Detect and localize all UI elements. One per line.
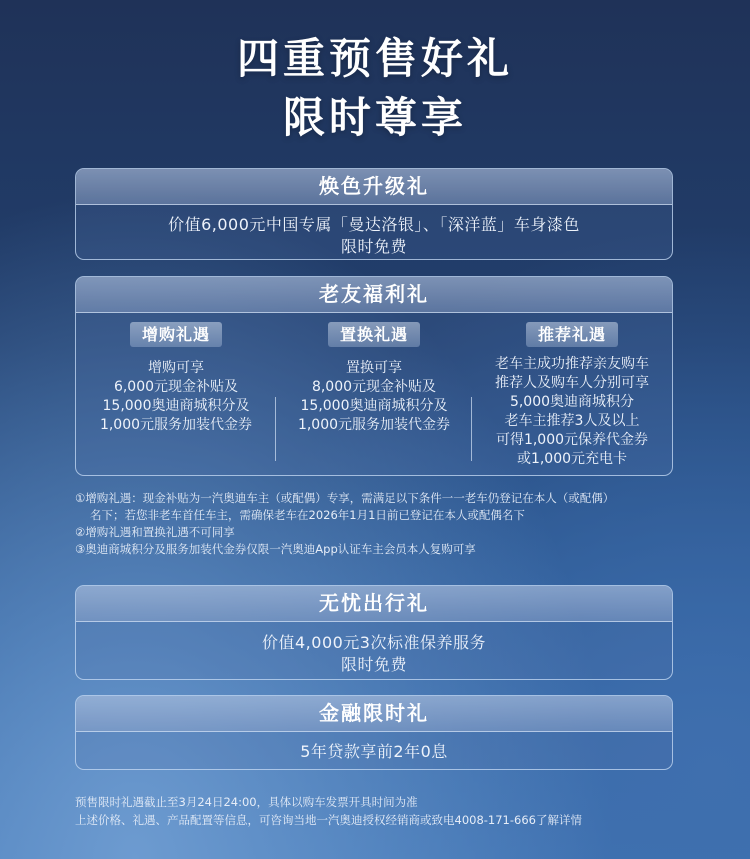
text-line: 置换可享 — [346, 360, 402, 376]
text-line: 1,000元服务加装代金券 — [297, 417, 451, 433]
text-line: 15,000奥迪商城积分及 — [102, 398, 250, 414]
loyalty-column-add-purchase — [76, 313, 276, 435]
footer-line: 预售限时礼遇截止至3月24日24:00，具体以购车发票开具时间为准 — [75, 795, 418, 809]
text-line: 可得1,000元保养代金券 — [495, 432, 649, 448]
text-line: 增购可享 — [148, 360, 204, 376]
gift-card-text: 价值4,000元3次标准保养服务 — [262, 633, 486, 652]
hero-title-line1: 四重预售好礼 — [236, 34, 513, 83]
gift-card-title: 金融限时礼 — [76, 696, 672, 732]
terms-notes — [75, 490, 675, 558]
gift-card-text: 限时免费 — [340, 655, 407, 674]
text-line: 或1,000元充电卡 — [516, 451, 628, 467]
footer-line: 上述价格、礼遇、产品配置等信息，可咨询当地一汽奥迪授权经销商或致电4008-171-666了解详情 — [75, 813, 582, 827]
hero-title-line2: 限时尊享 — [282, 93, 467, 142]
gift-card-body — [76, 732, 672, 763]
gift-card-body — [76, 622, 672, 676]
text-line: 老车主成功推荐亲友购车 — [495, 356, 649, 372]
gift-card-title: 无忧出行礼 — [76, 586, 672, 622]
gift-card-color-upgrade — [75, 168, 673, 260]
gift-card-text: 限时免费 — [340, 237, 407, 256]
footer-disclaimer — [75, 793, 695, 829]
text-line: 8,000元现金补贴及 — [311, 379, 437, 395]
loyalty-column-label: 置换礼遇 — [328, 322, 420, 347]
note-1: ①增购礼遇：现金补贴为一汽奥迪车主（或配偶）专享，需满足以下条件一一老车仍登记在本人（或配偶） — [75, 491, 615, 505]
gift-card-title: 老友福利礼 — [76, 277, 672, 313]
loyalty-column-text — [472, 355, 672, 469]
loyalty-column-label: 增购礼遇 — [130, 322, 222, 347]
gift-card-text: 价值6,000元中国专属「曼达洛银」、「深洋蓝」车身漆色 — [168, 215, 580, 234]
text-line: 推荐人及购车人分别可享 — [495, 375, 649, 391]
text-line: 5,000奥迪商城积分 — [509, 394, 635, 410]
gift-card-finance — [75, 695, 673, 770]
text-line: 1,000元服务加装代金券 — [99, 417, 253, 433]
text-line: 15,000奥迪商城积分及 — [300, 398, 448, 414]
note-2: ②增购礼遇和置换礼遇不可同享 — [75, 525, 235, 539]
gift-card-body — [76, 205, 672, 258]
loyalty-columns — [76, 313, 672, 476]
text-line: 老车主推荐3人及以上 — [504, 413, 640, 429]
note-1-continued: 名下；若您非老车首任车主，需确保老车在2026年1月1日前已登记在本人或配偶名下 — [90, 508, 525, 522]
gift-card-text: 5年贷款享前2年0息 — [300, 742, 448, 761]
loyalty-column-referral — [472, 313, 672, 469]
text-line: 6,000元现金补贴及 — [113, 379, 239, 395]
loyalty-column-label: 推荐礼遇 — [526, 322, 618, 347]
loyalty-column-text — [276, 359, 472, 435]
gift-card-title: 焕色升级礼 — [76, 169, 672, 205]
gift-card-worry-free-travel — [75, 585, 673, 680]
note-3: ③奥迪商城积分及服务加装代金券仅限一汽奥迪App认证车主会员本人复购可享 — [75, 542, 476, 556]
loyalty-column-trade-in — [276, 313, 472, 435]
gift-card-loyalty — [75, 276, 673, 476]
loyalty-column-text — [76, 359, 276, 435]
